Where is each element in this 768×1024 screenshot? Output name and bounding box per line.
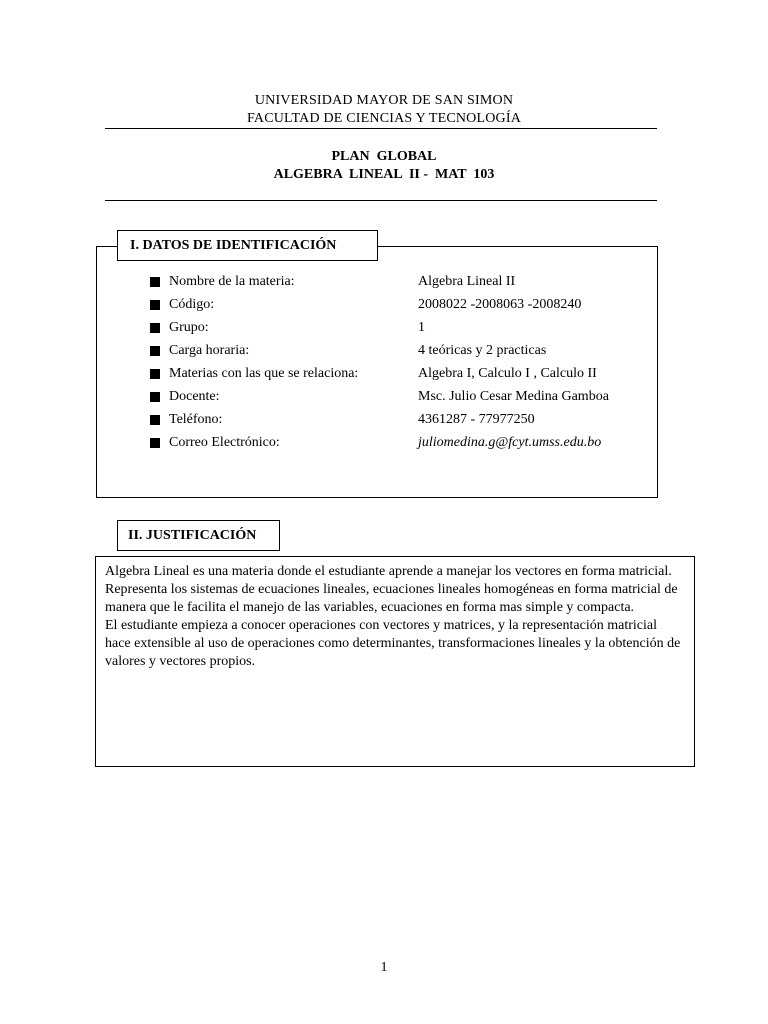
field-value: 1 — [418, 320, 425, 335]
title-divider — [105, 200, 657, 201]
course-title: ALGEBRA LINEAL II - MAT 103 — [273, 167, 495, 182]
list-item — [150, 295, 630, 318]
field-label: Código: — [169, 297, 215, 312]
plan-heading — [0, 148, 768, 184]
list-item — [150, 410, 630, 433]
header-divider — [105, 128, 657, 129]
field-value: Algebra I, Calculo I , Calculo II — [418, 366, 597, 381]
list-item — [150, 341, 630, 364]
justification-box — [95, 556, 695, 767]
section-title-justification: II. JUSTIFICACIÓN — [117, 520, 280, 551]
square-bullet-icon — [150, 438, 160, 448]
square-bullet-icon — [150, 300, 160, 310]
email-link[interactable]: juliomedina.g@fcyt.umss.edu.bo — [418, 435, 602, 450]
paragraph: Algebra Lineal es una materia donde el estudiante aprende a manejar los vectores en forma matricial. — [105, 564, 672, 579]
square-bullet-icon — [150, 415, 160, 425]
square-bullet-icon — [150, 346, 160, 356]
field-value: Msc. Julio Cesar Medina Gamboa — [418, 389, 609, 404]
field-label: Carga horaria: — [169, 343, 250, 358]
field-value: 2008022 -2008063 -2008240 — [418, 297, 582, 312]
field-label: Docente: — [169, 389, 220, 404]
square-bullet-icon — [150, 392, 160, 402]
square-bullet-icon — [150, 323, 160, 333]
square-bullet-icon — [150, 369, 160, 379]
square-bullet-icon — [150, 277, 160, 287]
university-name: UNIVERSIDAD MAYOR DE SAN SIMON — [254, 93, 514, 108]
list-item — [150, 318, 630, 341]
faculty-name: FACULTAD DE CIENCIAS Y TECNOLOGÍA — [246, 111, 522, 126]
paragraph: El estudiante empieza a conocer operaciones con vectores y matrices, y la representación matricial hace extensible al uso de operaciones como determinantes, transformaciones lineales y la obtención de valores y vectores propios. — [105, 618, 681, 669]
plan-title: PLAN GLOBAL — [331, 149, 437, 164]
page-number: 1 — [380, 960, 388, 975]
list-item — [150, 364, 630, 387]
field-label: Grupo: — [169, 320, 209, 335]
list-item — [150, 433, 630, 456]
section-title-identification: I. DATOS DE IDENTIFICACIÓN — [117, 230, 378, 261]
field-value: 4 teóricas y 2 practicas — [418, 343, 547, 358]
list-item — [150, 387, 630, 410]
field-label: Correo Electrónico: — [169, 435, 280, 450]
field-value: Algebra Lineal II — [418, 274, 516, 289]
document-header — [0, 92, 768, 128]
field-label: Teléfono: — [169, 412, 223, 427]
field-label: Materias con las que se relaciona: — [169, 366, 359, 381]
list-item — [150, 272, 630, 295]
paragraph: Representa los sistemas de ecuaciones lineales, ecuaciones lineales homogéneas en forma matricial de manera que le facilita el manejo de las variables, ecuaciones en forma mas simple y compacta. — [105, 582, 678, 615]
field-label: Nombre de la materia: — [169, 274, 295, 289]
field-value: 4361287 - 77977250 — [418, 412, 535, 427]
